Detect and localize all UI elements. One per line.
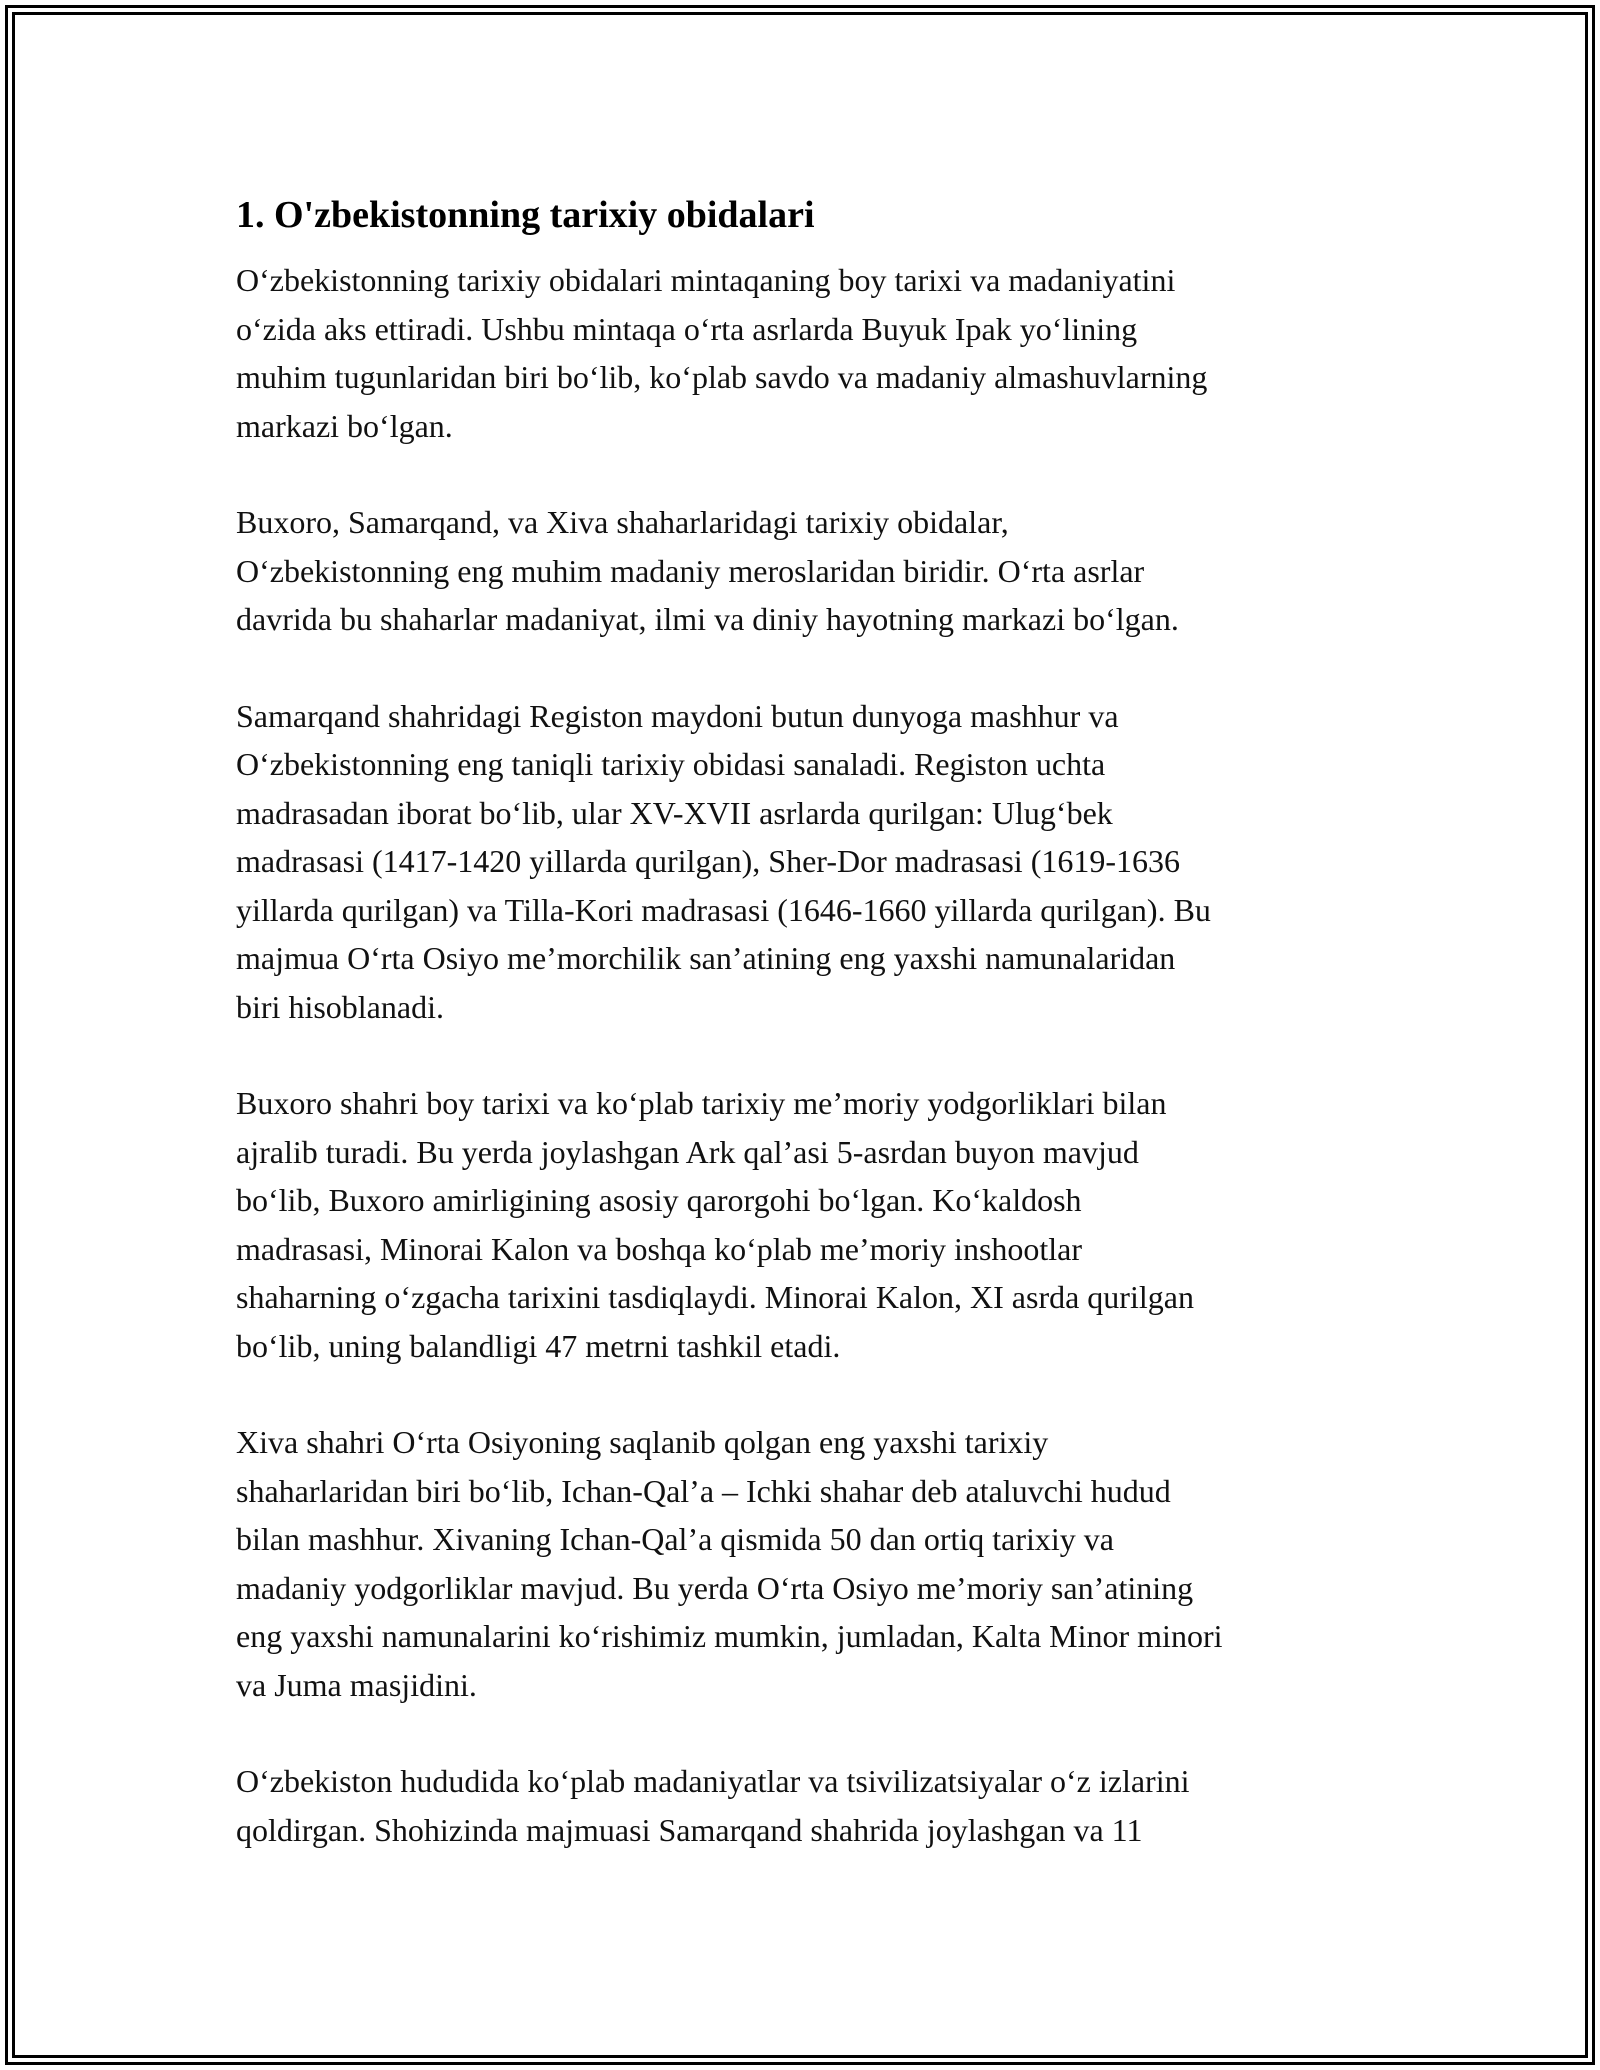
paragraph-line: madaniy yodgorliklar mavjud. Bu yerda O‘rta Osiyo me’moriy san’atining [236, 1569, 1194, 1606]
paragraph [236, 1757, 1376, 1854]
paragraph-line: va Juma masjidini. [236, 1666, 477, 1703]
document-title: 1. O'zbekistonning tarixiy obidalari [236, 194, 815, 236]
paragraph-line: Buxoro, Samarqand, va Xiva shaharlaridagi tarixiy obidalar, [236, 504, 1009, 540]
paragraph-line: shaharning o‘zgacha tarixini tasdiqlaydi. Minorai Kalon, XI asrda qurilgan [236, 1279, 1194, 1315]
paragraph-line: madrasasi, Minorai Kalon va boshqa ko‘plab me’moriy inshootlar [236, 1230, 1083, 1267]
paragraph-line: ajralib turadi. Bu yerda joylashgan Ark qal’asi 5-asrdan buyon mavjud [236, 1133, 1139, 1170]
paragraph-line: bo‘lib, uning balandligi 47 metrni tashkil etadi. [236, 1327, 841, 1364]
paragraph [236, 1418, 1376, 1709]
paragraph-line: O‘zbekistonning eng muhim madaniy meroslaridan biridir. O‘rta asrlar [236, 552, 1145, 589]
paragraph-line: majmua O‘rta Osiyo me’morchilik san’atining eng yaxshi namunalaridan [236, 940, 1176, 976]
paragraph-line: eng yaxshi namunalarini ko‘rishimiz mumkin, jumladan, Kalta Minor minori [236, 1618, 1223, 1654]
paragraph-line: O‘zbekistonning eng taniqli tarixiy obidasi sanaladi. Registon uchta [236, 746, 1106, 782]
document-body [236, 186, 1376, 1902]
paragraph-line: yillarda qurilgan) va Tilla-Kori madrasasi (1646-1660 yillarda qurilgan). Bu [236, 891, 1211, 928]
paragraph-line: O‘zbekistonning tarixiy obidalari mintaqaning boy tarixi va madaniyatini [236, 262, 1176, 298]
paragraph-list [236, 256, 1376, 1854]
paragraph-line: bo‘lib, Buxoro amirligining asosiy qarorgohi bo‘lgan. Ko‘kaldosh [236, 1182, 1082, 1218]
paragraph-line: qoldirgan. Shohizinda majmuasi Samarqand shahrida joylashgan va 11 [236, 1811, 1143, 1848]
paragraph-line: O‘zbekiston hududida ko‘plab madaniyatlar va tsivilizatsiyalar o‘z izlarini [236, 1763, 1190, 1799]
paragraph [236, 692, 1376, 1032]
paragraph-line: bilan mashhur. Xivaning Ichan-Qal’a qismida 50 dan ortiq tarixiy va [236, 1521, 1114, 1557]
paragraph [236, 256, 1376, 450]
paragraph-line: Xiva shahri O‘rta Osiyoning saqlanib qolgan eng yaxshi tarixiy [236, 1424, 1049, 1460]
paragraph-line: shaharlaridan biri bo‘lib, Ichan-Qal’a – Ichki shahar deb ataluvchi hudud [236, 1472, 1171, 1509]
paragraph-line: madrasasi (1417-1420 yillarda qurilgan), Sher-Dor madrasasi (1619-1636 [236, 843, 1180, 879]
paragraph-line: markazi bo‘lgan. [236, 407, 453, 444]
paragraph-line: madrasadan iborat bo‘lib, ular XV-XVII asrlarda qurilgan: Ulug‘bek [236, 794, 1113, 831]
paragraph [236, 498, 1376, 644]
paragraph-line: Buxoro shahri boy tarixi va ko‘plab tarixiy me’moriy yodgorliklari bilan [236, 1085, 1167, 1121]
paragraph [236, 1079, 1376, 1370]
paragraph-line: Samarqand shahridagi Registon maydoni butun dunyoga mashhur va [236, 697, 1119, 734]
paragraph-line: davrida bu shaharlar madaniyat, ilmi va diniy hayotning markazi bo‘lgan. [236, 601, 1179, 637]
paragraph-line: biri hisoblanadi. [236, 988, 444, 1025]
paragraph-line: muhim tugunlaridan biri bo‘lib, ko‘plab savdo va madaniy almashuvlarning [236, 359, 1208, 395]
paragraph-line: o‘zida aks ettiradi. Ushbu mintaqa o‘rta asrlarda Buyuk Ipak yo‘lining [236, 310, 1138, 347]
